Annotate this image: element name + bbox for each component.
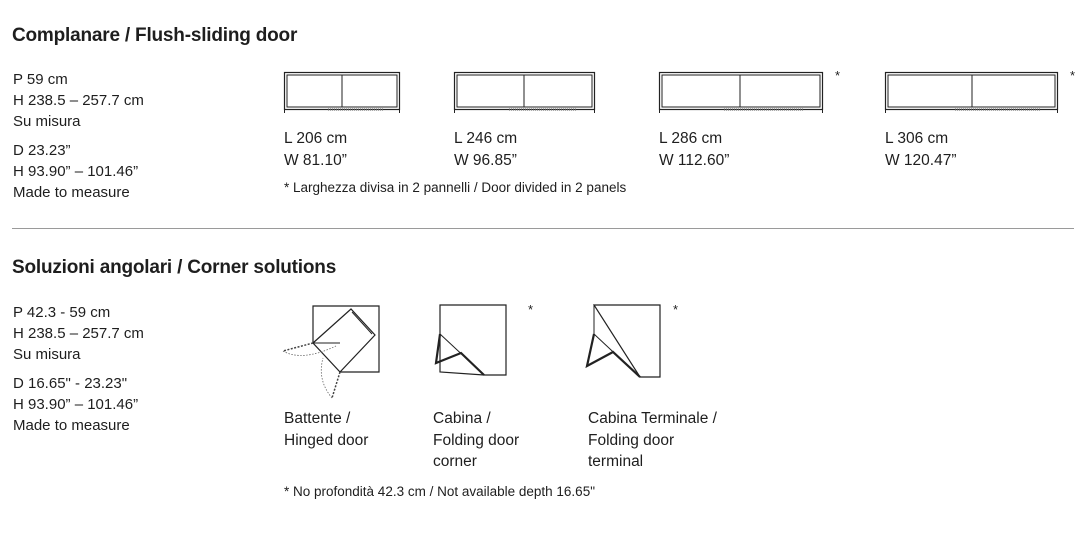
- height-metric: H 238.5 – 257.7 cm: [13, 325, 144, 342]
- section2-specs-imperial: [13, 373, 138, 436]
- label-line: Hinged door: [284, 431, 369, 449]
- width-cm: L 246 cm: [454, 130, 518, 147]
- custom-size-it: Su misura: [13, 113, 81, 130]
- wardrobe-front-246-drawing: [454, 72, 599, 114]
- section1-footnote: * Larghezza divisa in 2 pannelli / Door divided in 2 panels: [284, 180, 627, 195]
- depth-metric: P 59 cm: [13, 71, 68, 88]
- label-line: Cabina Terminale /: [588, 410, 717, 427]
- section-divider: [12, 228, 1074, 229]
- height-imperial: H 93.90” – 101.46”: [13, 396, 139, 413]
- custom-size-it: Su misura: [13, 346, 81, 363]
- label-line: Folding door: [433, 431, 520, 449]
- label-line: Folding door: [588, 431, 675, 449]
- section1-title: Complanare / Flush-sliding door: [12, 25, 298, 46]
- label-line: corner: [433, 453, 477, 470]
- hinged-door-label: [284, 408, 368, 451]
- height-imperial: H 93.90” – 101.46”: [13, 163, 139, 180]
- folding-door-corner-drawing: [436, 302, 511, 378]
- variant-246-label: [454, 128, 517, 171]
- folding-door-terminal-label: [588, 408, 717, 473]
- asterisk-folding-corner: *: [528, 302, 534, 317]
- asterisk-folding-terminal: *: [673, 302, 679, 317]
- width-cm: L 286 cm: [659, 130, 723, 147]
- section2-specs-metric: [13, 302, 144, 365]
- label-line: terminal: [588, 453, 644, 470]
- width-cm: L 206 cm: [284, 130, 348, 147]
- hinged-door-corner-drawing: [280, 302, 385, 402]
- wardrobe-front-306-drawing: [885, 72, 1060, 114]
- wardrobe-front-206-drawing: [284, 72, 404, 114]
- section1-specs-imperial: [13, 140, 138, 203]
- variant-306-label: [885, 128, 957, 171]
- depth-metric: P 42.3 - 59 cm: [13, 304, 111, 321]
- label-line: Cabina /: [433, 410, 491, 427]
- section2-title: Soluzioni angolari / Corner solutions: [12, 257, 337, 278]
- asterisk-286: *: [835, 68, 841, 83]
- folding-door-corner-label: [433, 408, 519, 473]
- width-in: W 120.47”: [885, 151, 957, 169]
- variant-286-label: [659, 128, 729, 171]
- section1-specs-metric: [13, 69, 144, 132]
- asterisk-306: *: [1070, 68, 1076, 83]
- depth-imperial: D 23.23”: [13, 142, 71, 159]
- custom-size-en: Made to measure: [13, 184, 130, 201]
- custom-size-en: Made to measure: [13, 417, 130, 434]
- folding-door-terminal-drawing: [585, 302, 665, 380]
- width-in: W 112.60”: [659, 151, 730, 169]
- variant-206-label: [284, 128, 347, 171]
- width-cm: L 306 cm: [885, 130, 949, 147]
- depth-imperial: D 16.65" - 23.23": [13, 375, 128, 392]
- wardrobe-front-286-drawing: [659, 72, 829, 114]
- width-in: W 81.10”: [284, 151, 347, 169]
- label-line: Battente /: [284, 410, 351, 427]
- section2-footnote: * No profondità 42.3 cm / Not available depth 16.65": [284, 484, 595, 499]
- width-in: W 96.85”: [454, 151, 517, 169]
- height-metric: H 238.5 – 257.7 cm: [13, 92, 144, 109]
